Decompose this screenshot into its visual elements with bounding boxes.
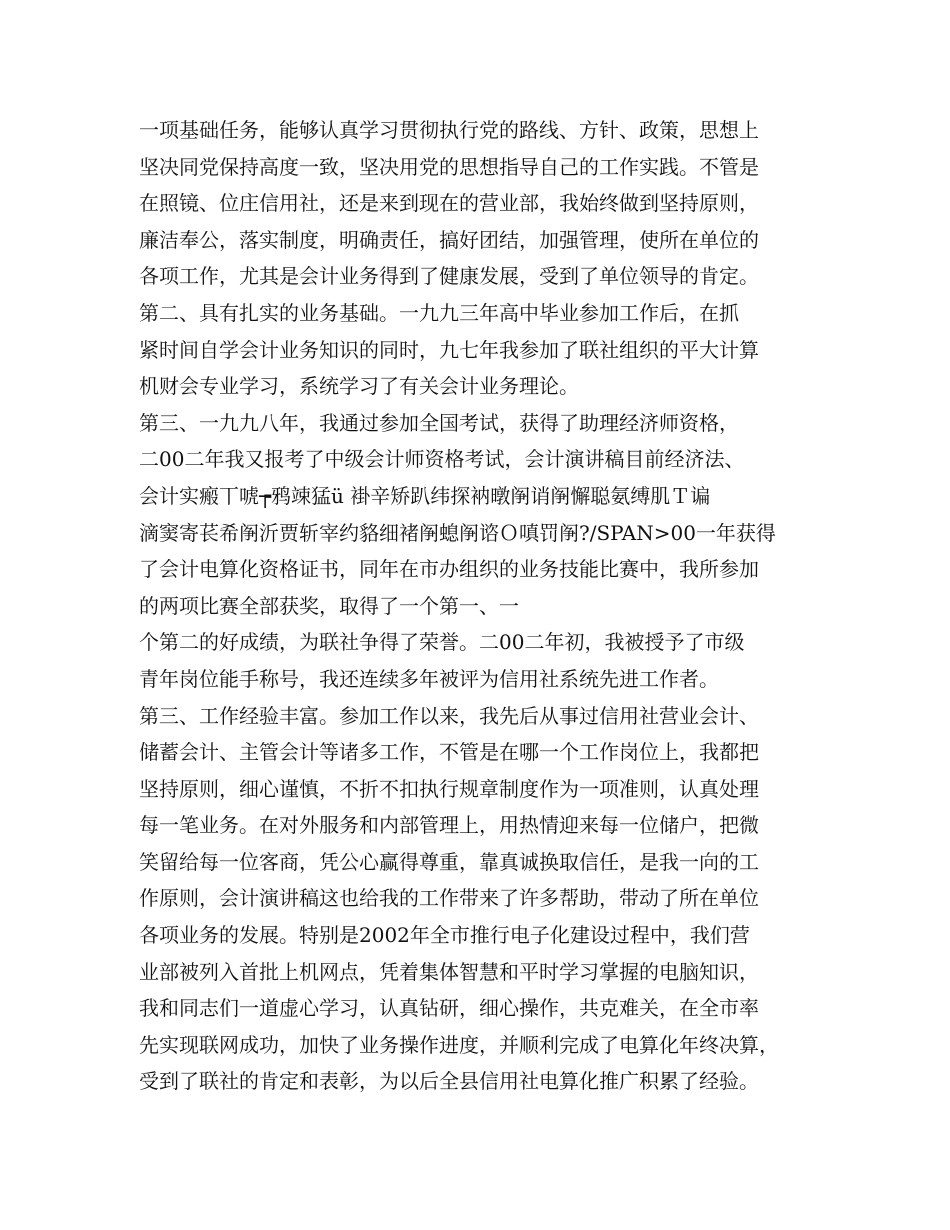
text-line: 笑留给每一位客商，凭公心赢得尊重，靠真诚换取信任，是我一向的工	[139, 849, 759, 874]
text-line: 二00二年我又报考了中级会计师资格考试，会计演讲稿目前经济法、	[139, 447, 745, 472]
text-line: 青年岗位能手称号，我还连续多年被评为信用社系统先进工作者。	[139, 666, 719, 691]
text-line: 廉洁奉公，落实制度，明确责任，搞好团结，加强管理，使所在单位的	[139, 227, 759, 252]
text-line: 先实现联网成功，加快了业务操作进度，并顺利完成了电算化年终决算，	[139, 1032, 779, 1057]
text-line: 会计实瘢丅唬┮鸦竦猛ü 褂辛矫趴纬探衲暾䦶诮䦶懈聪氨缚肌Ｔ谝	[139, 483, 711, 508]
text-line: 第二、具有扎实的业务基础。一九九三年高中毕业参加工作后，在抓	[139, 300, 739, 325]
text-line: 各项工作，尤其是会计业务得到了健康发展，受到了单位领导的肯定。	[139, 264, 759, 289]
text-line: 作原则，会计演讲稿这也给我的工作带来了许多帮助，带动了所在单位	[139, 886, 759, 911]
text-line: 紧时间自学会计业务知识的同时，九七年我参加了联社组织的平大计算	[139, 337, 759, 362]
text-line: 的两项比赛全部获奖，取得了一个第一、一	[139, 593, 519, 618]
text-line: 受到了联社的肯定和表彰，为以后全县信用社电算化推广积累了经验。	[139, 1069, 759, 1094]
text-line: 各项业务的发展。特别是2002年全市推行电子化建设过程中，我们营	[139, 923, 750, 948]
text-line: 储蓄会计、主管会计等诸多工作，不管是在哪一个工作岗位上，我都把	[139, 740, 759, 765]
text-line: 在照镜、位庄信用社，还是来到现在的营业部，我始终做到坚持原则，	[139, 191, 759, 216]
text-line: 坚决同党保持高度一致，坚决用党的思想指导自己的工作实践。不管是	[139, 154, 759, 179]
text-line: 机财会专业学习，系统学习了有关会计业务理论。	[139, 374, 579, 399]
text-line: 我和同志们一道虚心学习，认真钻研，细心操作，共克难关，在全市率	[139, 996, 759, 1021]
body-text	[139, 112, 839, 1100]
text-line: 第三、一九九八年，我通过参加全国考试，获得了助理经济师资格，	[139, 410, 739, 435]
text-line: 坚持原则，细心谨慎，不折不扣执行规章制度作为一项准则，认真处理	[139, 776, 759, 801]
text-line: 第三、工作经验丰富。参加工作以来，我先后从事过信用社营业会计、	[139, 703, 759, 728]
text-line: 了会计电算化资格证书，同年在市办组织的业务技能比赛中，我所参加	[139, 557, 759, 582]
text-line: 一项基础任务，能够认真学习贯彻执行党的路线、方针、政策，思想上	[139, 118, 759, 142]
text-line: 个第二的好成绩，为联社争得了荣誉。二00二年初，我被授予了市级	[139, 630, 745, 655]
text-line: 业部被列入首批上机网点，凭着集体智慧和平时学习掌握的电脑知识，	[139, 959, 759, 984]
text-line: 每一笔业务。在对外服务和内部管理上，用热情迎来每一位储户，把微	[139, 813, 759, 838]
text-line: 滴窦寄苌希䦶沂贾斩宰约貉细褚䦶螅䦶谘Ｏ嗔罚䦶?/SPAN>00一年获得	[139, 520, 776, 545]
